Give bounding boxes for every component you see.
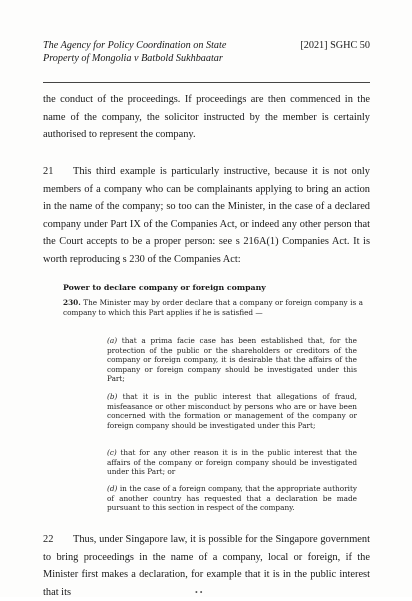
paragraph-continuation: the conduct of the proceedings. If proceedings are then commenced in the name of the company, the solicitor instructed by the member is certainly authorised to represent the company. <box>43 94 370 140</box>
citation-header: [2021] SGHC 50 <box>300 40 370 51</box>
limb-text: that for any other reason it is in the public interest that the affairs of the company or foreign company should be investigated under this Part; or <box>107 448 357 477</box>
case-title-line-1: The Agency for Policy Coordination on State <box>43 40 227 51</box>
paragraph-number: 22 <box>43 534 54 545</box>
limb-a <box>107 336 357 384</box>
limb-text: that a prima facie case has been established that, for the protection of the public or the shareholders or creditors of the company or foreign company, it is desirable that the affairs of the company or foreign company should be investigated under this Part; <box>107 336 357 384</box>
case-title-header <box>43 40 263 65</box>
limb-label: (d) <box>107 484 118 493</box>
quote-heading: Power to declare company or foreign company <box>63 283 266 292</box>
limb-label: (a) <box>107 336 118 345</box>
section-number: 230. <box>63 298 81 307</box>
limb-text: in the case of a foreign company, that the appropriate authority of another country has requested that a declaration be made pursuant to this section in respect of the company. <box>107 484 357 513</box>
paragraph-number: 21 <box>43 166 54 177</box>
paragraph-text: Thus, under Singapore law, it is possible for the Singapore government to bring proceedings in the name of a company, local or foreign, if the Minister first makes a declaration, for example that it is in the public interest that its <box>43 534 370 598</box>
limb-c <box>107 448 357 477</box>
paragraph-text: This third example is particularly instructive, because it is not only members of a company who can be complainants applying to bring an action in the name of the company; so too can the Minister, in the case of a declared company under Part IX of the Companies Act, or indeed any other person that the Court accepts to be a proper person: see s 216A(1) Companies Act. It is worth reproducing s 230 of the Companies Act: <box>43 166 370 265</box>
paragraph-21 <box>43 163 370 268</box>
limb-label: (b) <box>107 392 118 401</box>
limb-text: that it is in the public interest that allegations of fraud, misfeasance or other misconduct by persons who are or have been concerned with the formation or management of the company or foreign company should be investigated under this Part; <box>107 392 358 430</box>
limb-b <box>107 392 357 430</box>
section-230-intro <box>63 298 363 318</box>
limb-label: (c) <box>107 448 117 457</box>
page-footer-mark: • • <box>195 588 203 597</box>
case-title-line-2: Property of Mongolia v Batbold Sukhbaatar <box>43 52 223 64</box>
section-text: The Minister may by order declare that a company or foreign company is a company to which this Part applies if he is satisfied — <box>63 298 363 317</box>
header-divider <box>43 82 370 83</box>
limb-d <box>107 484 357 513</box>
paragraph-22 <box>43 531 370 601</box>
